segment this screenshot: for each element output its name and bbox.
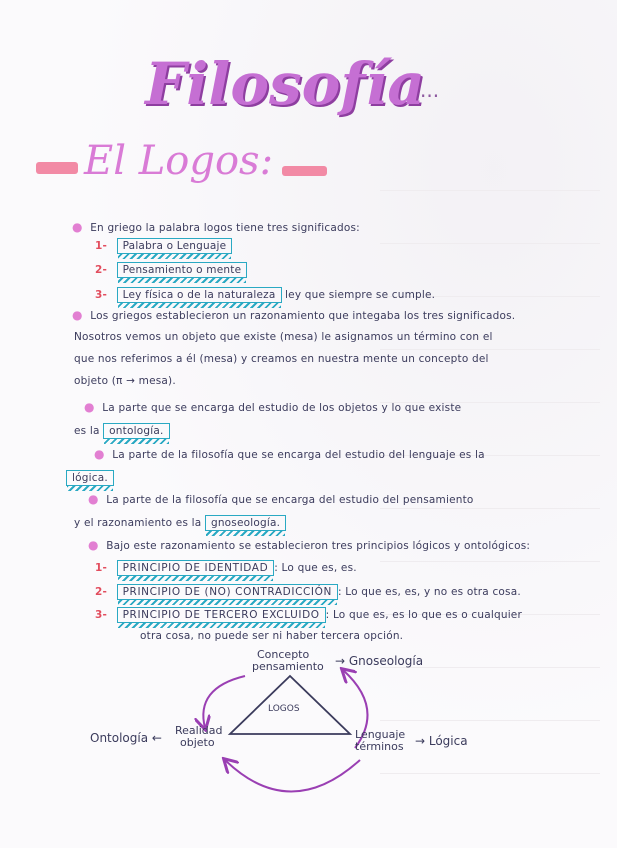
item-number: 1- <box>95 562 108 574</box>
paragraph-line <box>94 447 584 461</box>
principle-rest: : Lo que es, es. <box>274 562 357 574</box>
page-title: Filosofía <box>145 50 425 118</box>
diagram-right-arrow-label: → Lógica <box>415 734 468 748</box>
diagram-top-label-1: Concepto <box>257 648 310 661</box>
principle-item <box>95 560 585 576</box>
bullet-icon: ● <box>88 538 99 552</box>
diagram-top-label-2: pensamiento <box>252 660 324 673</box>
subtitle-highlight-left <box>36 162 78 174</box>
bullet-icon: ● <box>88 492 99 506</box>
principle-box: PRINCIPIO DE TERCERO EXCLUIDO <box>117 607 326 623</box>
paragraph-text: La parte que se encarga del estudio de los objetos y lo que existe <box>102 402 462 414</box>
meaning-item <box>95 238 585 254</box>
paragraph-line <box>88 492 578 506</box>
intro-line <box>72 220 562 234</box>
item-number: 2- <box>95 586 108 598</box>
paragraph-prefix: y el razonamiento es la <box>74 517 202 529</box>
meaning-box: Ley física o de la naturaleza <box>117 287 282 303</box>
cycle-arrow-top-left <box>203 676 245 728</box>
bullet-icon: ● <box>72 220 83 234</box>
principles-intro-line <box>88 538 578 552</box>
section-subtitle: El Logos: <box>84 138 274 184</box>
paragraph-text: La parte de la filosofía que se encarga del estudio del lenguaje es la <box>112 449 485 461</box>
item-number: 3- <box>95 289 108 301</box>
logos-diagram <box>85 648 525 838</box>
term-box-gnoseologia: gnoseología. <box>205 515 286 531</box>
principle-rest: : Lo que es, es lo que es o cualquier <box>325 609 522 621</box>
principle-item <box>95 584 585 600</box>
diagram-center-label: LOGOS <box>268 704 300 714</box>
paragraph-line <box>72 308 562 322</box>
paragraph-line: Nosotros vemos un objeto que existe (mesa) le asignamos un término con el <box>74 331 493 343</box>
paragraph-prefix: es la <box>74 425 100 437</box>
bullet-icon: ● <box>72 308 83 322</box>
subtitle-highlight-right <box>282 166 327 176</box>
paragraph-text: La parte de la filosofía que se encarga del estudio del pensamiento <box>106 494 474 506</box>
item-number: 1- <box>95 240 108 252</box>
paragraph-line <box>74 423 564 439</box>
diagram-left-arrow-label: Ontología ← <box>90 731 162 745</box>
paragraph-line <box>74 515 564 531</box>
meaning-box: Pensamiento o mente <box>117 262 248 278</box>
principle-rest: : Lo que es, es, y no es otra cosa. <box>337 586 521 598</box>
term-box-logica: lógica. <box>66 470 114 486</box>
meaning-item <box>95 287 585 303</box>
bullet-icon: ● <box>94 447 105 461</box>
meaning-item <box>95 262 585 278</box>
principle-box: PRINCIPIO DE (NO) CONTRADICCIÓN <box>117 584 338 600</box>
bullet-icon: ● <box>84 400 95 414</box>
principles-intro: Bajo este razonamiento se establecieron tres principios lógicos y ontológicos: <box>106 540 531 552</box>
diagram-right-label-1: Lenguaje <box>355 728 406 741</box>
term-box-ontologia: ontología. <box>103 423 169 439</box>
meaning-rest: ley que siempre se cumple. <box>285 289 436 301</box>
diagram-right-label-2: términos <box>355 740 404 753</box>
paragraph-line <box>66 470 556 486</box>
principle-item <box>95 607 585 623</box>
paragraph-line <box>84 400 574 414</box>
diagram-top-arrow-label: → Gnoseología <box>335 654 424 668</box>
paragraph-text: Los griegos establecieron un razonamiento que integaba los tres significados. <box>90 310 516 322</box>
paragraph-line: que nos referimos a él (mesa) y creamos en nuestra mente un concepto del <box>74 353 489 365</box>
item-number: 3- <box>95 609 108 621</box>
paragraph-line: objeto (π → mesa). <box>74 375 176 387</box>
title-ellipsis: ... <box>420 78 440 102</box>
cycle-arrow-bottom <box>225 760 360 792</box>
meaning-box: Palabra o Lenguaje <box>117 238 233 254</box>
item-number: 2- <box>95 264 108 276</box>
principle-box: PRINCIPIO DE IDENTIDAD <box>117 560 275 576</box>
principle-continuation: otra cosa, no puede ser ni haber tercera opción. <box>140 630 404 642</box>
diagram-left-label-2: objeto <box>180 736 215 749</box>
diagram-left-label-1: Realidad <box>175 724 223 737</box>
intro-text: En griego la palabra logos tiene tres significados: <box>90 222 360 234</box>
